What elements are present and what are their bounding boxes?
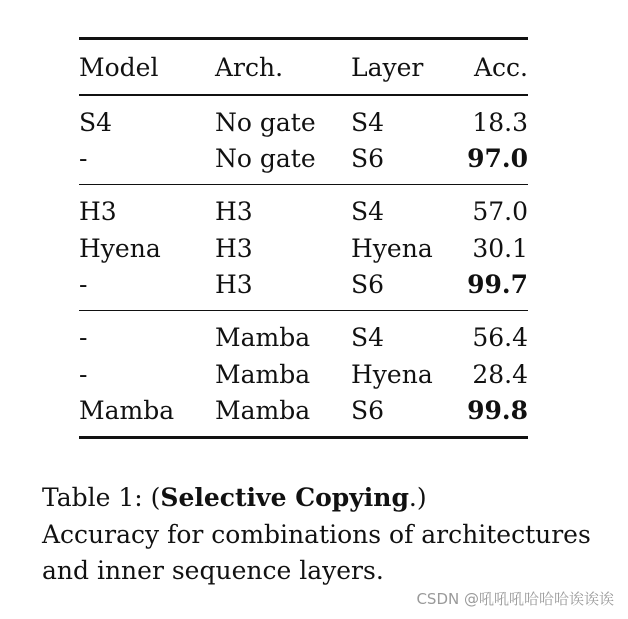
- cell-model: S4: [79, 107, 113, 137]
- watermark: CSDN @吼吼吼哈哈哈诶诶诶: [416, 590, 614, 608]
- cell-arch: H3: [215, 233, 253, 263]
- header-layer: Layer: [351, 53, 424, 82]
- cell-layer: Hyena: [351, 233, 433, 263]
- table-row: [79, 320, 528, 357]
- cell-layer: S4: [351, 323, 385, 352]
- header-arch: Arch.: [215, 53, 284, 82]
- cell-layer: Hyena: [351, 359, 433, 389]
- cell-acc: 99.8: [467, 396, 528, 425]
- cell-acc: 97.0: [467, 144, 528, 173]
- caption-bold: Selective Copying: [160, 483, 409, 512]
- table-row: [79, 393, 528, 430]
- cell-model: H3: [79, 197, 117, 226]
- cell-acc: 28.4: [472, 359, 528, 389]
- caption-prefix: Table 1: (: [42, 483, 161, 512]
- cell-layer: S4: [351, 197, 385, 226]
- table-body: [79, 94, 528, 439]
- cell-arch: No gate: [215, 107, 316, 137]
- cell-acc: 99.7: [467, 270, 528, 299]
- cell-layer: S4: [351, 107, 385, 137]
- table-caption: [42, 480, 602, 590]
- cell-layer: S6: [351, 396, 385, 425]
- spacer: [79, 185, 528, 194]
- cell-layer: S6: [351, 144, 385, 173]
- table-row: [79, 105, 528, 142]
- cell-model: Mamba: [79, 396, 175, 425]
- header-acc: Acc.: [473, 53, 528, 82]
- header-model: Model: [79, 53, 159, 82]
- cell-acc: 57.0: [472, 197, 528, 226]
- cell-model: -: [79, 270, 88, 299]
- cell-model: -: [79, 144, 88, 173]
- table-row: [79, 141, 528, 178]
- cell-arch: Mamba: [215, 359, 311, 389]
- cell-acc: 18.3: [472, 107, 528, 137]
- cell-arch: H3: [215, 270, 253, 299]
- results-table: [79, 37, 528, 439]
- table-row: [79, 194, 528, 231]
- cell-arch: Mamba: [215, 323, 311, 352]
- cell-model: -: [79, 359, 88, 389]
- table-header-row: [79, 40, 528, 94]
- bottom-rule: [79, 436, 528, 439]
- cell-layer: S6: [351, 270, 385, 299]
- caption-suffix: .): [408, 483, 427, 512]
- cell-model: Hyena: [79, 233, 161, 263]
- caption-body: Accuracy for combinations of architectures and inner sequence layers.: [42, 519, 591, 585]
- cell-model: -: [79, 323, 88, 352]
- table-row: [79, 267, 528, 304]
- spacer: [79, 311, 528, 320]
- table-row: [79, 357, 528, 394]
- cell-arch: H3: [215, 197, 253, 226]
- table-row: [79, 231, 528, 268]
- caption-title: [42, 480, 602, 517]
- cell-arch: No gate: [215, 144, 316, 173]
- cell-acc: 56.4: [472, 323, 528, 352]
- spacer: [79, 96, 528, 105]
- cell-arch: Mamba: [215, 396, 311, 425]
- cell-acc: 30.1: [472, 233, 528, 263]
